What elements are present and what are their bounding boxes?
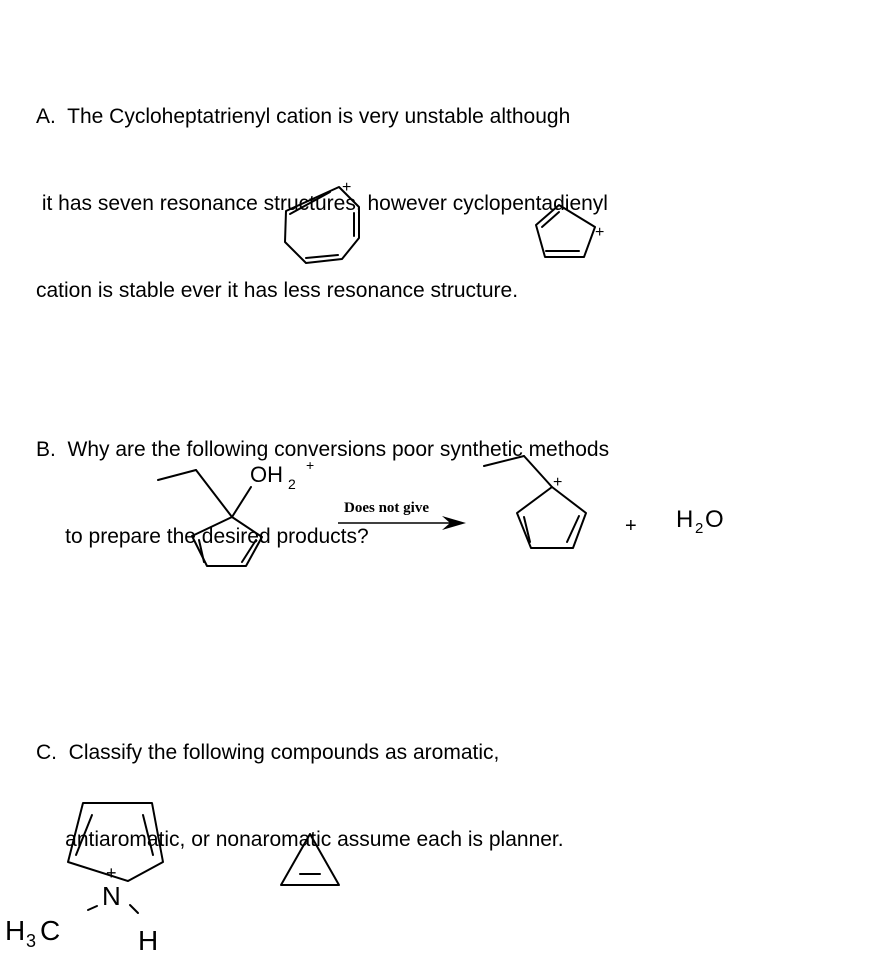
n-methylpyrrolium: [5, 803, 163, 956]
arrow-label: Does not give: [344, 500, 429, 516]
nh-hydrogen: H: [138, 925, 159, 956]
cycloheptatrienyl-charge: +: [342, 179, 352, 196]
product-cation: [484, 456, 586, 548]
product-charge: +: [553, 474, 563, 491]
cyclopropene: [281, 834, 339, 885]
section-a-line-2: it has seven resonance structures, however cyclopentadienyl: [36, 192, 608, 215]
reaction-plus: +: [625, 515, 637, 537]
section-c-line-2: antiaromatic, or nonaromatic assume each is planner.: [36, 828, 564, 851]
oxonium-label: OH: [250, 462, 283, 487]
cyclopentadienyl-charge: +: [595, 224, 605, 241]
section-b-line-1: B. Why are the following conversions poor synthetic methods: [36, 438, 610, 461]
section-b-line-2: to prepare the desired products?: [36, 525, 369, 548]
methyl-h: H: [5, 915, 26, 946]
water-o: O: [705, 506, 724, 533]
section-a-line-3: cation is stable ever it has less resonance structure.: [36, 279, 519, 302]
water-h: H: [676, 506, 694, 533]
reactant-oxonium: [158, 457, 314, 566]
cyclopentadienyl-cation: [536, 205, 604, 257]
water-byproduct: [625, 506, 724, 537]
section-a-line-1: A. The Cycloheptatrienyl cation is very unstable although: [36, 105, 571, 128]
reaction-arrow: [338, 500, 466, 530]
nitrogen-label: N: [102, 881, 121, 911]
section-c-line-1: C. Classify the following compounds as aromatic,: [36, 741, 500, 764]
oxonium-subscript: 2: [288, 476, 296, 492]
methyl-subscript: 3: [26, 931, 37, 951]
oxonium-charge: +: [306, 457, 315, 473]
cycloheptatrienyl-cation: [285, 179, 359, 263]
water-subscript: 2: [695, 520, 704, 537]
methyl-c: C: [40, 915, 61, 946]
nitrogen-charge: +: [106, 863, 117, 883]
